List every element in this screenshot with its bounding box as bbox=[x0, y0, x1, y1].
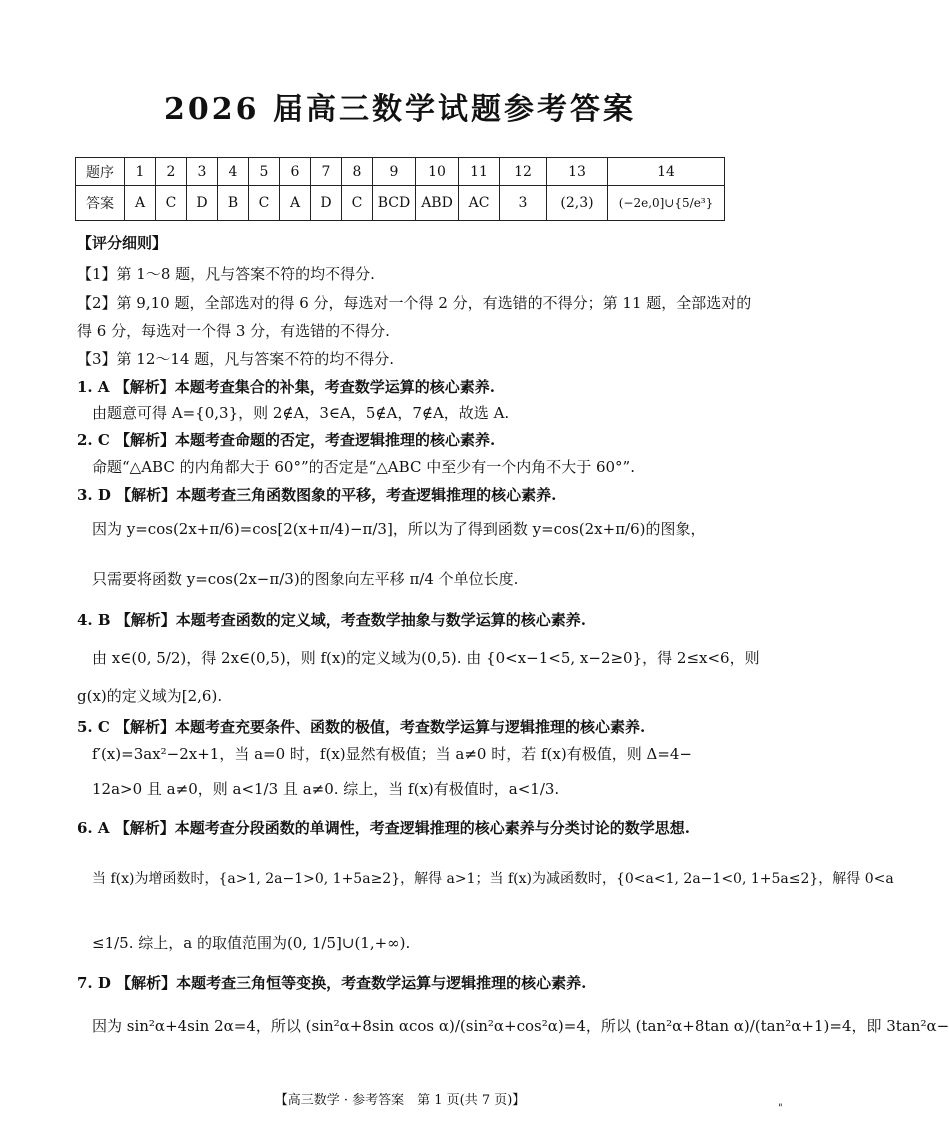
table-cell: 3 bbox=[187, 158, 218, 186]
table-cell: 5 bbox=[249, 158, 280, 186]
solution-text: g(x)的定义域为[2,6). bbox=[77, 687, 223, 705]
table-cell: 13 bbox=[547, 158, 608, 186]
solution-text: ≤1/5. 综上，a 的取值范围为(0, 1/5]∪(1,+∞). bbox=[92, 934, 411, 952]
solution-text: 因为 y=cos(2x+π/6)=cos[2(x+π/4)−π/3]，所以为了得到函数 y=cos(2x+π/6)的图象， bbox=[92, 520, 706, 538]
scoring-rule: 【3】第 12～14 题，凡与答案不符的均不得分. bbox=[77, 350, 395, 368]
answer-table bbox=[75, 157, 725, 221]
table-cell: C bbox=[249, 186, 280, 221]
solution-text: 因为 sin²α+4sin 2α=4，所以 (sin²α+8sin αcos α)/(sin²α+cos²α)=4，所以 (tan²α+8tan α)/(tan²α+1)=4，即 3tan²α− bbox=[92, 1017, 949, 1035]
scoring-heading: 【评分细则】 bbox=[77, 234, 168, 252]
table-row bbox=[76, 186, 725, 221]
table-cell: C bbox=[156, 186, 187, 221]
table-cell: C bbox=[342, 186, 373, 221]
solution-text: 12a>0 且 a≠0，则 a<1/3 且 a≠0. 综上，当 f(x)有极值时，a<1/3. bbox=[92, 780, 560, 798]
table-cell: BCD bbox=[373, 186, 416, 221]
solution-text: 命题“△ABC 的内角都大于 60°”的否定是“△ABC 中至少有一个内角不大于 60°”. bbox=[92, 458, 635, 476]
table-cell: ABD bbox=[416, 186, 459, 221]
question-heading: 4. B 【解析】本题考查函数的定义域，考查数学抽象与数学运算的核心素养. bbox=[77, 611, 587, 629]
table-cell: D bbox=[187, 186, 218, 221]
table-cell: B bbox=[218, 186, 249, 221]
table-cell: (−2e,0]∪{5/e³} bbox=[608, 186, 725, 221]
table-cell: 1 bbox=[125, 158, 156, 186]
question-heading: 1. A 【解析】本题考查集合的补集，考查数学运算的核心素养. bbox=[77, 378, 495, 396]
table-cell: 10 bbox=[416, 158, 459, 186]
table-cell: (2,3) bbox=[547, 186, 608, 221]
solution-text: 由题意可得 A={0,3}，则 2∉A，3∈A，5∉A，7∉A，故选 A. bbox=[92, 404, 510, 422]
question-heading: 6. A 【解析】本题考查分段函数的单调性，考查逻辑推理的核心素养与分类讨论的数学思想. bbox=[77, 819, 690, 837]
table-row bbox=[76, 158, 725, 186]
table-cell: D bbox=[311, 186, 342, 221]
question-heading: 5. C 【解析】本题考查充要条件、函数的极值，考查数学运算与逻辑推理的核心素养. bbox=[77, 718, 646, 736]
table-cell: 12 bbox=[500, 158, 547, 186]
scoring-rule: 得 6 分，每选对一个得 3 分，有选错的不得分. bbox=[77, 322, 390, 340]
solution-text: f′(x)=3ax²−2x+1，当 a=0 时，f(x)显然有极值；当 a≠0 时，若 f(x)有极值，则 Δ=4− bbox=[92, 745, 692, 763]
table-cell: 4 bbox=[218, 158, 249, 186]
scoring-rule: 【2】第 9,10 题，全部选对的得 6 分，每选对一个得 2 分，有选错的不得分；第 11 题，全部选对的 bbox=[77, 294, 752, 312]
table-cell: A bbox=[125, 186, 156, 221]
table-cell: 9 bbox=[373, 158, 416, 186]
scoring-rule: 【1】第 1～8 题，凡与答案不符的均不得分. bbox=[77, 265, 375, 283]
table-cell: A bbox=[280, 186, 311, 221]
table-cell: 8 bbox=[342, 158, 373, 186]
table-cell: 3 bbox=[500, 186, 547, 221]
table-cell: AC bbox=[459, 186, 500, 221]
table-cell: 14 bbox=[608, 158, 725, 186]
table-cell: 2 bbox=[156, 158, 187, 186]
table-cell: 题序 bbox=[76, 158, 125, 186]
question-heading: 2. C 【解析】本题考查命题的否定，考查逻辑推理的核心素养. bbox=[77, 431, 496, 449]
table-cell: 答案 bbox=[76, 186, 125, 221]
solution-text: 当 f(x)为增函数时，{a>1, 2a−1>0, 1+5a≥2}，解得 a>1；当 f(x)为减函数时，{0<a<1, 2a−1<0, 1+5a≤2}，解得 0<a bbox=[92, 871, 894, 887]
question-heading: 3. D 【解析】本题考查三角函数图象的平移，考查逻辑推理的核心素养. bbox=[77, 486, 557, 504]
corner-mark: " bbox=[778, 1103, 783, 1114]
table-cell: 11 bbox=[459, 158, 500, 186]
page-title: 2026 届高三数学试题参考答案 bbox=[164, 92, 636, 127]
page-footer: 【高三数学 · 参考答案 第 1 页(共 7 页)】 bbox=[274, 1093, 526, 1108]
solution-text: 只需要将函数 y=cos(2x−π/3)的图象向左平移 π/4 个单位长度. bbox=[92, 570, 519, 588]
solution-text: 由 x∈(0, 5/2)，得 2x∈(0,5)，则 f(x)的定义域为(0,5). 由 {0<x−1<5, x−2≥0}，得 2≤x<6，则 bbox=[92, 649, 760, 667]
question-heading: 7. D 【解析】本题考查三角恒等变换，考查数学运算与逻辑推理的核心素养. bbox=[77, 974, 587, 992]
table-cell: 6 bbox=[280, 158, 311, 186]
table-cell: 7 bbox=[311, 158, 342, 186]
